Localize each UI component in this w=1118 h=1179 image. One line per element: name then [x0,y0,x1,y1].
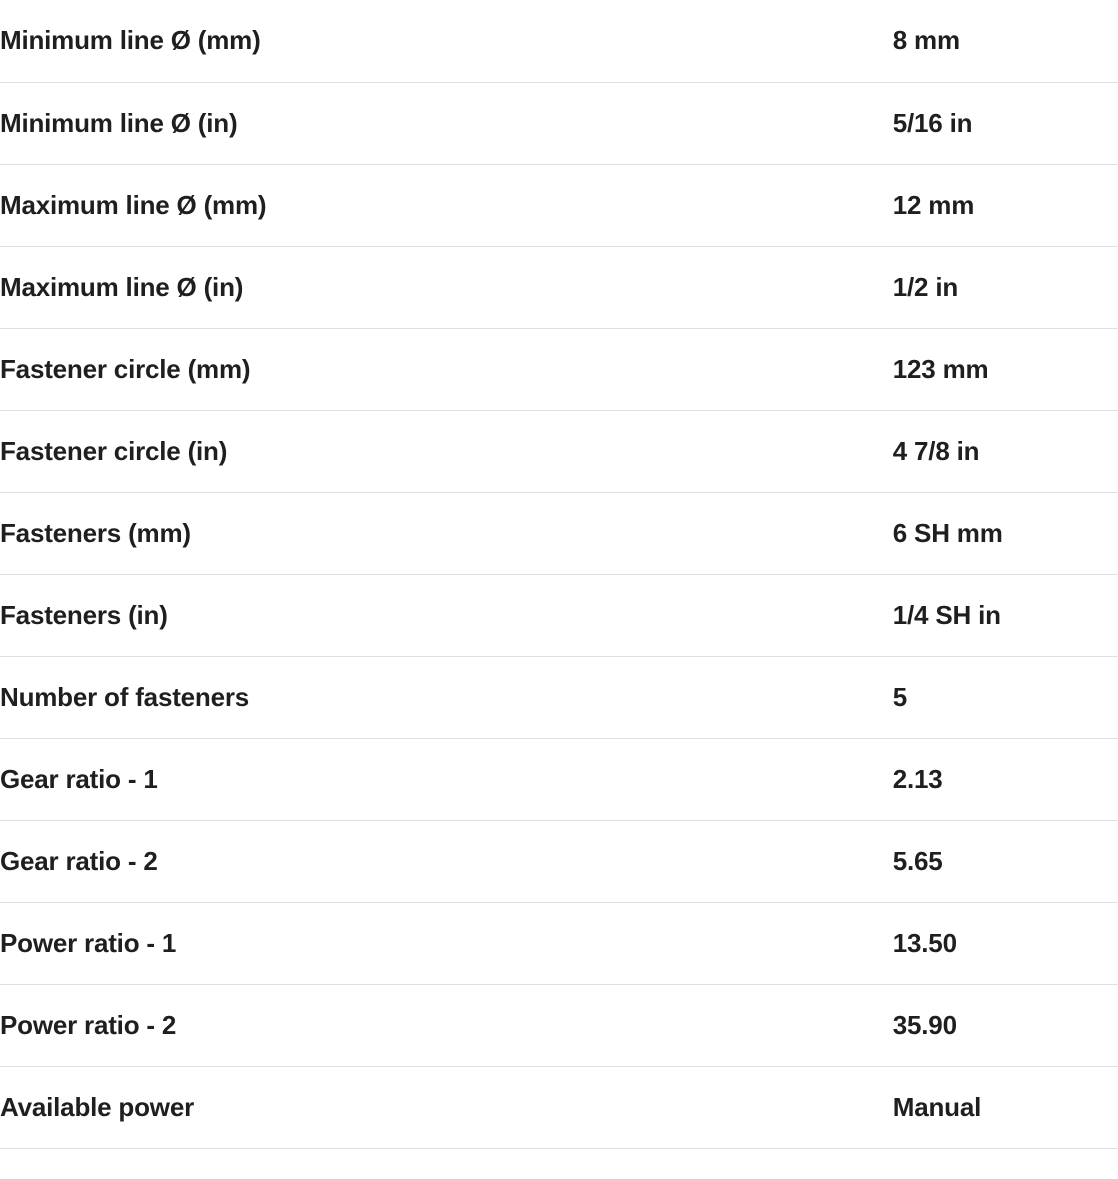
spec-value: 13.50 [893,902,1118,984]
spec-label: Fasteners (mm) [0,492,893,574]
table-row [0,328,1118,410]
spec-value: 1/4 SH in [893,574,1118,656]
spec-label: Available power [0,1066,893,1148]
table-row [0,656,1118,738]
spec-label: Maximum line Ø (in) [0,246,893,328]
table-row [0,164,1118,246]
spec-label: Fasteners (in) [0,574,893,656]
spec-label: Maximum line Ø (mm) [0,164,893,246]
spec-label: Fastener circle (mm) [0,328,893,410]
spec-label: Power ratio - 1 [0,902,893,984]
table-row [0,1066,1118,1148]
spec-value: 35.90 [893,984,1118,1066]
spec-label: Number of fasteners [0,656,893,738]
spec-label: Fastener circle (in) [0,410,893,492]
table-row [0,492,1118,574]
table-row [0,410,1118,492]
spec-value: 4 7/8 in [893,410,1118,492]
table-row [0,902,1118,984]
table-row [0,82,1118,164]
spec-value: 5.65 [893,820,1118,902]
spec-label: Minimum line Ø (in) [0,82,893,164]
spec-value: 5/16 in [893,82,1118,164]
spec-value: 2.13 [893,738,1118,820]
spec-value: 1/2 in [893,246,1118,328]
spec-value: 6 SH mm [893,492,1118,574]
table-row [0,738,1118,820]
table-row [0,820,1118,902]
spec-value: 8 mm [893,0,1118,82]
table-row [0,984,1118,1066]
spec-value: 123 mm [893,328,1118,410]
table-row [0,574,1118,656]
table-row [0,246,1118,328]
spec-value: 5 [893,656,1118,738]
spec-label: Power ratio - 2 [0,984,893,1066]
spec-value: Manual [893,1066,1118,1148]
table-row [0,0,1118,82]
spec-label: Minimum line Ø (mm) [0,0,893,82]
spec-value: 12 mm [893,164,1118,246]
spec-label: Gear ratio - 2 [0,820,893,902]
spec-label: Gear ratio - 1 [0,738,893,820]
page-bottom-spacer [0,1149,1118,1179]
